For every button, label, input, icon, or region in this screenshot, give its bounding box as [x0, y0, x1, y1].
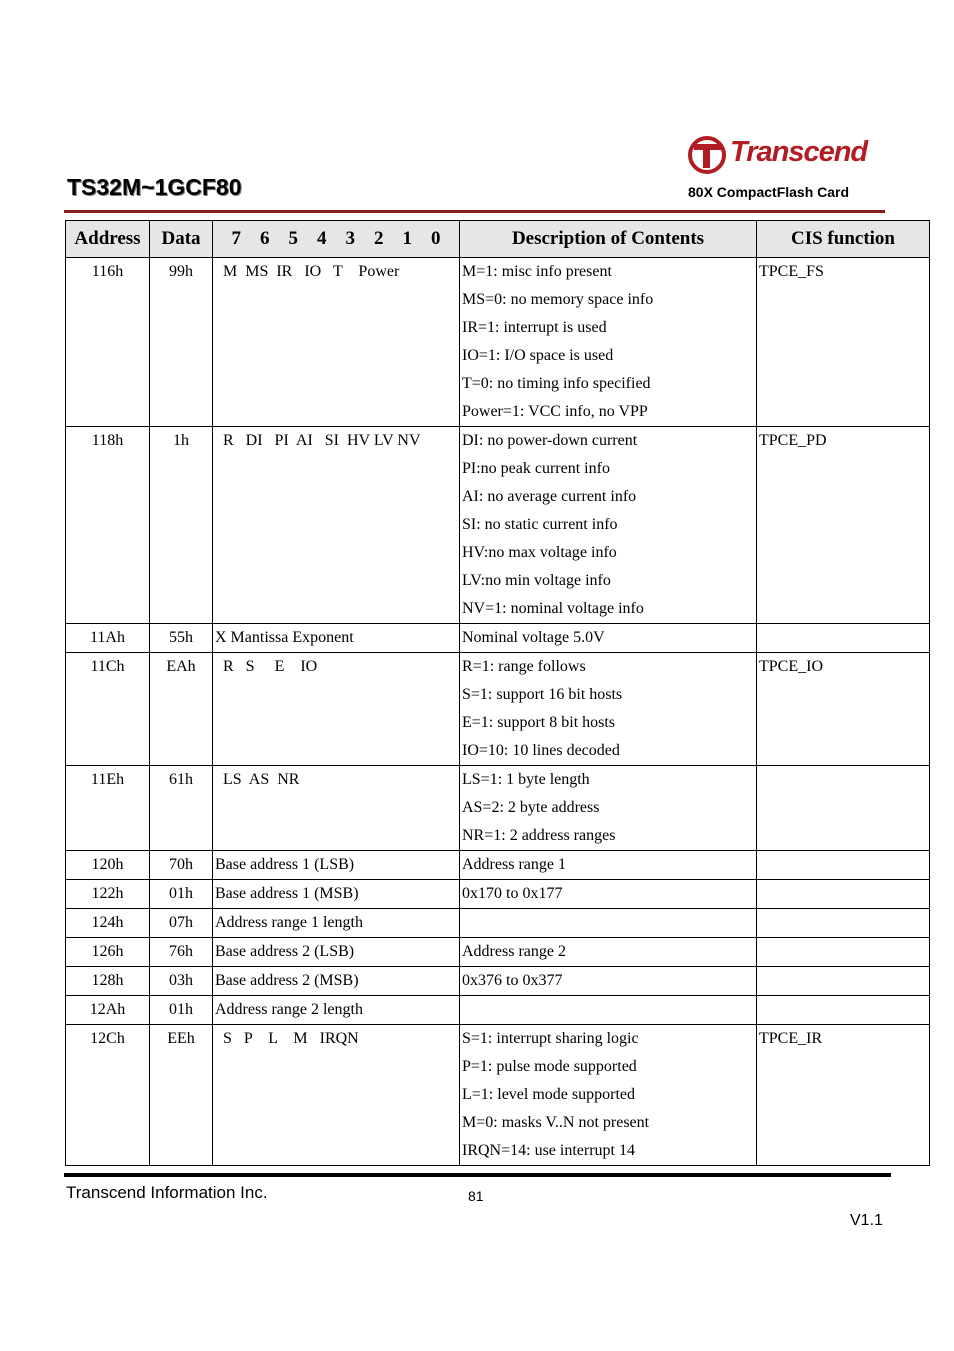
bits-cell-text: X Mantissa Exponent	[215, 629, 354, 646]
cis-function-cell	[757, 653, 930, 766]
table-row	[66, 653, 930, 766]
data-cell-text: 61h	[169, 771, 193, 788]
data-cell	[150, 624, 213, 653]
product-title: TS32M~1GCF80	[67, 174, 242, 200]
cis-function-cell-text	[757, 967, 929, 995]
bits-cell	[213, 427, 460, 624]
cis-function-cell-text	[757, 996, 929, 1024]
data-cell-text: EAh	[166, 658, 196, 675]
data-cell	[150, 1025, 213, 1166]
data-cell-text: 03h	[169, 972, 193, 989]
description-cell-text: Nominal voltage 5.0V	[462, 629, 605, 646]
address-cell-text: 122h	[91, 885, 124, 902]
data-cell	[150, 427, 213, 624]
address-cell-text: 11Eh	[90, 771, 125, 788]
table-row	[66, 624, 930, 653]
bits-cell-text: Base address 1 (MSB)	[215, 885, 359, 902]
cis-function-cell-text: TPCE_IO	[759, 658, 823, 675]
bits-cell-text: Base address 2 (LSB)	[215, 943, 355, 960]
table-row	[66, 258, 930, 427]
bits-cell	[213, 1025, 460, 1166]
description-cell-text: DI: no power-down current	[462, 432, 638, 449]
description-cell	[460, 967, 757, 996]
address-cell	[66, 851, 150, 880]
page-number: 81	[468, 1188, 484, 1204]
bits-cell	[213, 851, 460, 880]
data-cell-text: 99h	[169, 263, 193, 280]
cis-function-cell-text	[757, 766, 929, 794]
brand-logo	[686, 134, 886, 178]
table-header-row	[66, 221, 930, 258]
data-cell-text: 70h	[169, 856, 193, 873]
cis-function-cell-text	[757, 938, 929, 966]
product-subtitle: 80X CompactFlash Card	[688, 184, 850, 200]
description-cell-text: LS=1: 1 byte length	[462, 771, 590, 788]
description-cell	[460, 766, 757, 851]
cis-function-cell-text	[757, 909, 929, 937]
col-header-address: Address	[66, 221, 150, 258]
description-cell-text: IRQN=14: use interrupt 14	[462, 1142, 635, 1159]
cis-function-cell-text: TPCE_IR	[759, 1030, 823, 1047]
description-cell-text: M=1: misc info present	[462, 263, 612, 280]
cis-function-cell	[757, 909, 930, 938]
description-cell-text: NR=1: 2 address ranges	[462, 827, 616, 844]
table-row	[66, 427, 930, 624]
address-cell-text: 126h	[91, 943, 124, 960]
address-cell	[66, 880, 150, 909]
bits-cell	[213, 624, 460, 653]
data-cell	[150, 880, 213, 909]
col-header-data: Data	[150, 221, 213, 258]
description-cell-text: 0x376 to 0x377	[462, 972, 563, 989]
cis-function-cell	[757, 996, 930, 1025]
description-cell	[460, 427, 757, 624]
address-cell-text: 116h	[91, 263, 124, 280]
description-cell-text: IO=10: 10 lines decoded	[462, 742, 620, 759]
description-cell-text: T=0: no timing info specified	[462, 375, 651, 392]
bits-cell-text: Address range 2 length	[215, 1001, 363, 1018]
description-cell-text	[460, 909, 756, 937]
bits-cell-text: LS AS NR	[223, 771, 300, 788]
transcend-logo-icon	[686, 134, 728, 176]
description-cell-text: S=1: support 16 bit hosts	[462, 686, 623, 703]
address-cell	[66, 938, 150, 967]
description-cell-text: S=1: interrupt sharing logic	[462, 1030, 639, 1047]
description-cell	[460, 258, 757, 427]
cis-function-cell	[757, 880, 930, 909]
address-cell-text: 118h	[91, 432, 124, 449]
table-row	[66, 851, 930, 880]
description-cell-text: E=1: support 8 bit hosts	[462, 714, 616, 731]
cis-function-cell-text: TPCE_PD	[759, 432, 827, 449]
bits-cell	[213, 996, 460, 1025]
address-cell	[66, 967, 150, 996]
description-cell-text: Address range 2	[462, 943, 566, 960]
description-cell	[460, 624, 757, 653]
document-version: V1.1	[850, 1212, 883, 1229]
address-cell	[66, 1025, 150, 1166]
data-cell	[150, 258, 213, 427]
description-cell	[460, 996, 757, 1025]
data-cell-text: 76h	[169, 943, 193, 960]
description-cell-text: Address range 1	[462, 856, 566, 873]
description-cell-text: IO=1: I/O space is used	[462, 347, 614, 364]
description-cell-text: 0x170 to 0x177	[462, 885, 563, 902]
bits-cell-text: Base address 1 (LSB)	[215, 856, 355, 873]
col-header-bits: 7 6 5 4 3 2 1 0	[213, 221, 460, 258]
cis-function-cell	[757, 967, 930, 996]
table-row	[66, 996, 930, 1025]
data-cell	[150, 996, 213, 1025]
bits-cell-text: R S E IO	[223, 658, 318, 675]
bits-cell	[213, 938, 460, 967]
data-cell-text: EEh	[167, 1030, 195, 1047]
address-cell-text: 11Ah	[90, 629, 125, 646]
description-cell-text	[460, 996, 756, 1024]
address-cell	[66, 258, 150, 427]
table-row	[66, 880, 930, 909]
description-cell-text: AS=2: 2 byte address	[462, 799, 600, 816]
data-cell	[150, 938, 213, 967]
description-cell-text: SI: no static current info	[462, 516, 618, 533]
cis-function-cell-text	[757, 851, 929, 879]
cis-function-cell	[757, 1025, 930, 1166]
table-row	[66, 909, 930, 938]
description-cell	[460, 1025, 757, 1166]
cis-function-cell	[757, 624, 930, 653]
cis-function-cell	[757, 427, 930, 624]
data-cell	[150, 909, 213, 938]
description-cell	[460, 909, 757, 938]
bits-cell	[213, 967, 460, 996]
table-row	[66, 938, 930, 967]
description-cell-text: NV=1: nominal voltage info	[462, 600, 644, 617]
cis-function-cell	[757, 258, 930, 427]
address-cell-text: 11Ch	[90, 658, 125, 675]
data-cell	[150, 851, 213, 880]
address-cell	[66, 427, 150, 624]
data-cell	[150, 766, 213, 851]
description-cell	[460, 880, 757, 909]
description-cell-text: P=1: pulse mode supported	[462, 1058, 637, 1075]
data-cell	[150, 967, 213, 996]
footer-company: Transcend Information Inc.	[66, 1183, 268, 1202]
footer-divider	[64, 1173, 891, 1177]
brand-name: Transcend	[730, 136, 868, 168]
table-row	[66, 967, 930, 996]
description-cell	[460, 653, 757, 766]
address-cell	[66, 909, 150, 938]
description-cell-text: MS=0: no memory space info	[462, 291, 654, 308]
cis-function-cell-text	[757, 880, 929, 908]
data-cell-text: 01h	[169, 885, 193, 902]
table-row	[66, 1025, 930, 1166]
table-row	[66, 766, 930, 851]
address-cell	[66, 996, 150, 1025]
cis-function-cell	[757, 851, 930, 880]
data-cell	[150, 653, 213, 766]
bits-cell-text: Base address 2 (MSB)	[215, 972, 359, 989]
description-cell-text: HV:no max voltage info	[462, 544, 617, 561]
cis-function-cell-text: TPCE_FS	[759, 263, 824, 280]
col-header-description: Description of Contents	[460, 221, 757, 258]
address-cell-text: 124h	[91, 914, 124, 931]
description-cell-text: LV:no min voltage info	[462, 572, 611, 589]
data-cell-text: 07h	[169, 914, 193, 931]
address-cell-text: 12Ch	[90, 1030, 125, 1047]
address-cell-text: 120h	[91, 856, 124, 873]
cis-function-cell-text	[757, 624, 929, 652]
data-cell-text: 01h	[169, 1001, 193, 1018]
description-cell-text: L=1: level mode supported	[462, 1086, 635, 1103]
bits-cell	[213, 880, 460, 909]
bits-cell	[213, 909, 460, 938]
description-cell-text: R=1: range follows	[462, 658, 586, 675]
cis-function-cell	[757, 766, 930, 851]
description-cell	[460, 851, 757, 880]
bits-cell-text: Address range 1 length	[215, 914, 363, 931]
bits-cell-text: R DI PI AI SI HV LV NV	[223, 432, 421, 449]
bits-cell	[213, 258, 460, 427]
address-cell-text: 12Ah	[89, 1001, 126, 1018]
description-cell-text: AI: no average current info	[462, 488, 637, 505]
address-cell	[66, 766, 150, 851]
bits-cell-text: M MS IR IO T Power	[223, 263, 400, 280]
address-cell	[66, 653, 150, 766]
data-cell-text: 55h	[169, 629, 193, 646]
table-body	[66, 258, 930, 1166]
cis-table	[65, 220, 930, 1166]
address-cell-text: 128h	[91, 972, 124, 989]
address-cell	[66, 624, 150, 653]
cis-function-cell	[757, 938, 930, 967]
col-header-cis-function: CIS function	[757, 221, 930, 258]
description-cell-text: PI:no peak current info	[462, 460, 610, 477]
header-divider	[64, 210, 885, 213]
bits-cell	[213, 766, 460, 851]
bits-cell	[213, 653, 460, 766]
data-cell-text: 1h	[173, 432, 189, 449]
description-cell-text: IR=1: interrupt is used	[462, 319, 607, 336]
description-cell-text: M=0: masks V..N not present	[462, 1114, 650, 1131]
description-cell	[460, 938, 757, 967]
description-cell-text: Power=1: VCC info, no VPP	[462, 403, 648, 420]
bits-cell-text: S P L M IRQN	[223, 1030, 359, 1047]
